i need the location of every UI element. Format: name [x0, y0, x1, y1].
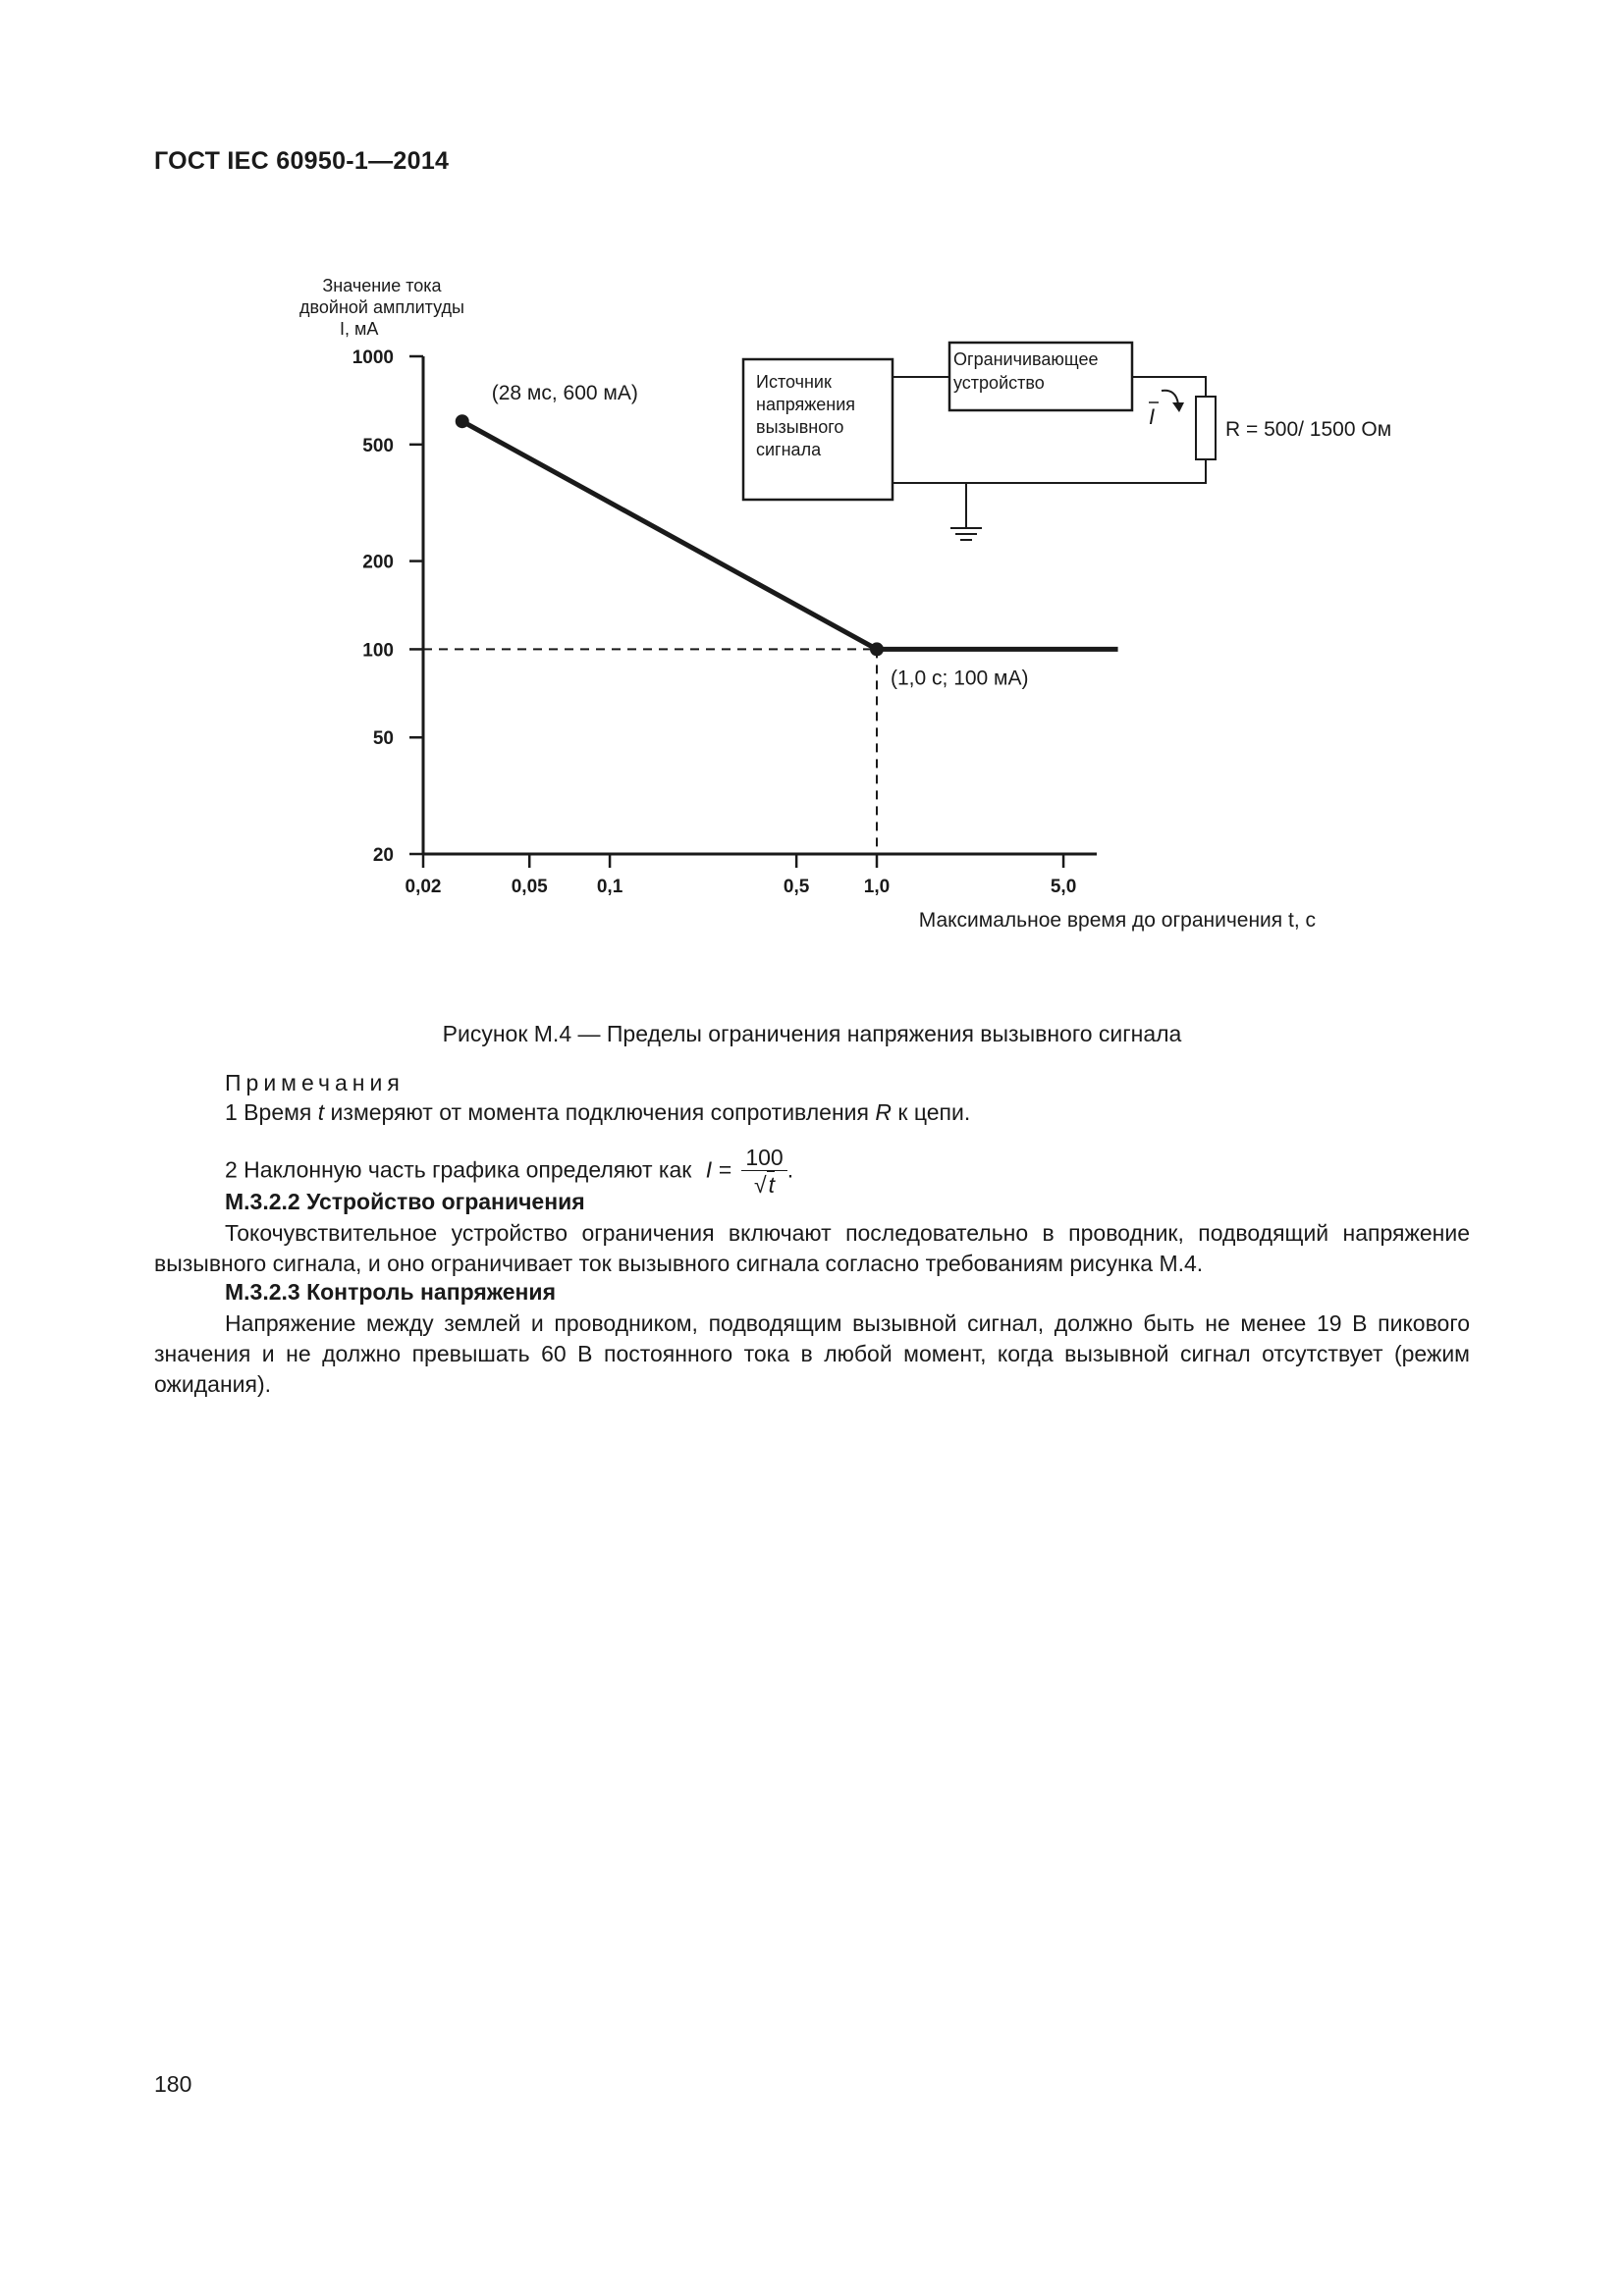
y-axis-label-3: I, мА: [340, 319, 379, 339]
section-heading-m3-2-3: М.3.2.3 Контроль напряжения: [225, 1279, 556, 1305]
limiter-label-2: устройство: [953, 373, 1045, 393]
current-symbol: I: [1149, 404, 1156, 429]
document-header: ГОСТ IEC 60950-1—2014: [154, 147, 450, 175]
y-tick-label-500: 500: [362, 435, 394, 456]
figure-caption: Рисунок М.4 — Пределы ограничения напряжения вызывного сигнала: [442, 1021, 1182, 1046]
x-tick-label-0,02: 0,02: [405, 877, 442, 897]
x-tick-label-0,05: 0,05: [511, 877, 548, 897]
wire-limiter-resistor: [1132, 377, 1206, 397]
y-tick-label-50: 50: [372, 728, 394, 750]
resistor-label: R = 500/ 1500 Ом: [1225, 418, 1392, 441]
figure-m4: [0, 0, 1624, 982]
y-tick-label-1000: 1000: [352, 347, 394, 368]
source-label-4: сигнала: [756, 440, 822, 459]
notes-title: Примечания: [225, 1070, 405, 1095]
data-point-label-1: (28 мс, 600 мА): [491, 382, 638, 405]
y-tick-label-100: 100: [362, 640, 394, 662]
note-2-text: 2 Наклонную часть графика определяют как: [225, 1156, 692, 1183]
limiter-label-1: Ограничивающее: [953, 349, 1099, 369]
data-point-1: [456, 414, 469, 428]
formula: [706, 1145, 793, 1199]
x-axis-label: Максимальное время до ограничения t, с: [918, 909, 1316, 932]
x-tick-label-0,5: 0,5: [783, 877, 810, 897]
x-tick-label-0,1: 0,1: [596, 877, 623, 897]
section-paragraph-m3-2-2: Токочувствительное устройство ограничения включают последовательно в проводник, подводящий напряжение вызывного сигнала, и оно ограничивает ток вызывного сигнала согласно требованиям рисунка М.4.: [154, 1220, 1470, 1276]
wire-return: [893, 459, 1206, 483]
note-1-text-a: 1 Время: [225, 1099, 318, 1125]
formula-fraction: [741, 1145, 786, 1199]
formula-denominator: √t: [754, 1172, 776, 1198]
y-axis-label-1: Значение тока: [322, 276, 442, 295]
x-tick-label-5,0: 5,0: [1050, 877, 1077, 897]
note-1-text-c: к цепи.: [891, 1099, 971, 1125]
y-tick-label-20: 20: [372, 845, 394, 866]
note-1: [225, 1097, 970, 1128]
current-arrow-icon: [1162, 391, 1178, 404]
y-axis-label-2: двойной амплитуды: [299, 297, 464, 317]
note-1-var-t: t: [317, 1099, 325, 1125]
formula-lhs: I =: [705, 1156, 731, 1183]
section-paragraph-m3-2-3: Напряжение между землей и проводником, подводящим вызывной сигнал, должно быть не менее 19 В пикового значения и не должно превышать 60 В постоянного тока в любой момент, когда вызывной сигнал отсутствует (режим ожидания).: [154, 1310, 1470, 1397]
data-point-label-2: (1,0 с; 100 мА): [891, 667, 1029, 690]
formula-numerator: 100: [741, 1145, 786, 1171]
note-1-text-b: измеряют от момента подключения сопротивления: [324, 1099, 876, 1125]
y-tick-label-200: 200: [362, 552, 394, 573]
x-tick-label-1,0: 1,0: [863, 877, 891, 897]
note-1-var-r: R: [875, 1099, 892, 1125]
resistor: [1196, 397, 1216, 459]
section-heading-m3-2-2: М.3.2.2 Устройство ограничения: [225, 1189, 585, 1214]
current-arrowhead-icon: [1172, 402, 1184, 412]
source-label-2: напряжения: [756, 395, 856, 414]
data-point-2: [870, 642, 884, 656]
source-label-1: Источник: [756, 372, 832, 392]
page-number: 180: [154, 2071, 192, 2097]
formula-sqrt-t: t: [768, 1172, 776, 1198]
formula-tail: .: [786, 1156, 794, 1183]
source-label-3: вызывного: [756, 417, 844, 437]
circuit-diagram: [743, 343, 1391, 540]
